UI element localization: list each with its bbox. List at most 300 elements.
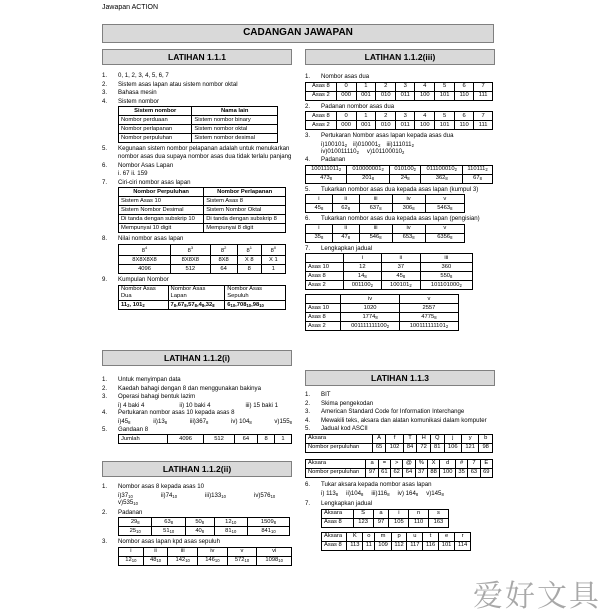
table-cell: $362_8$ (421, 174, 463, 183)
table-cell: 163 (428, 518, 448, 527)
table-cell: $6_{10},708_{10},98_{10}$ (225, 301, 286, 310)
list-item: 4. Pertukaran nombor asas 10 kepada asas 8 (102, 409, 235, 417)
table-cell: Asas 8 (306, 313, 341, 322)
table-cell: $24_8$ (389, 174, 420, 183)
item-text: Mewakili teks, aksara dan alatan komunikasi dalam komputer (321, 416, 487, 424)
table-cell: X 1 (261, 256, 285, 265)
table-cell: $45_8$ (306, 204, 333, 213)
table-cell: 111 (474, 91, 493, 100)
table-cell: Nombor Perlapanan (204, 188, 286, 197)
item-text: Sistem asas lapan atau sistem nombor oktal (118, 80, 238, 88)
table-cell: > (391, 460, 403, 469)
table-cell: @ (403, 460, 415, 469)
item-number: 5. (305, 425, 311, 433)
table-cell: 1 (275, 435, 292, 444)
binary-to-octal-table-group (305, 194, 465, 213)
table-cell: $841_{10}$ (247, 527, 289, 536)
table-row (119, 107, 278, 116)
answer-value: $ii)74_{10}$ (160, 491, 178, 499)
item-text: American Standard Code for Information Interchange (321, 408, 465, 416)
table-cell: 010 (376, 91, 396, 100)
table-cell: 98 (479, 444, 493, 453)
table-row (306, 313, 459, 322)
table-cell: 65 (372, 444, 386, 453)
table-cell: $8^2$ (210, 245, 237, 256)
item-number: 4. (102, 97, 108, 105)
table-row (119, 518, 290, 527)
table-cell: a (373, 509, 389, 518)
table-cell: 8 (258, 435, 275, 444)
answer-line (102, 418, 298, 426)
table-cell: iii (420, 254, 472, 263)
answer-value: $iii)111011_2$ (386, 140, 414, 148)
table-cell: $81_{10}$ (214, 527, 247, 536)
section-title-1-1-1: LATIHAN 1.1.1 (102, 49, 292, 65)
table-cell: Sistem Asas 10 (119, 197, 204, 206)
table-row (119, 125, 278, 134)
list-item (102, 81, 298, 89)
table-cell: 001 (356, 91, 376, 100)
table-cell: $14_8$ (343, 272, 381, 281)
table-cell: v (425, 195, 464, 204)
table-cell: Nombor perlapanan (119, 125, 192, 134)
table-cell: 97 (366, 469, 378, 478)
item-number: 3. (102, 89, 108, 97)
multiples-of-8-table (118, 434, 292, 444)
table-cell: # (455, 460, 467, 469)
table-row (306, 469, 493, 478)
octal-binary-table-2 (305, 111, 493, 130)
table-cell: r (455, 532, 471, 541)
table-row (306, 322, 459, 331)
table-row (306, 174, 493, 183)
table-cell: Nombor perpuluhan (306, 469, 366, 478)
table-row (119, 265, 286, 274)
octal-place-value-table (118, 244, 286, 274)
list-item: 3. Nombor asas lapan kpd asas sepuluh (102, 538, 220, 546)
table-cell: 37 (415, 469, 427, 478)
table-cell: 3 (396, 112, 415, 121)
table-cell: iii (359, 195, 392, 204)
table-cell: $45_8$ (381, 272, 420, 281)
table-cell: 0 (336, 112, 356, 121)
table-row (119, 197, 286, 206)
answer-value: $ii)010001_2$ (353, 140, 381, 148)
table-cell: 106 (444, 444, 461, 453)
table-cell: 64 (210, 265, 237, 274)
table-cell: i (343, 254, 381, 263)
table-cell: Nombor perpuluhan (306, 444, 373, 453)
table-row (306, 460, 493, 469)
table-cell: Sistem nombor binary (192, 116, 278, 125)
list-item: 7. Lengkapkan jadual (305, 500, 373, 508)
table-cell: d (440, 460, 456, 469)
answer-value: $iii)133_{10}$ (205, 491, 226, 499)
list-item (305, 425, 497, 433)
table-cell: j (444, 435, 461, 444)
table-row (306, 263, 473, 272)
table-cell: $1098_{10}$ (257, 557, 292, 566)
table-cell: p (391, 532, 407, 541)
table-cell: 11 (363, 541, 375, 550)
l113-list (305, 391, 497, 433)
table-cell: 110 (455, 121, 474, 130)
table-cell: iv (392, 195, 425, 204)
table-row (322, 541, 471, 550)
table-cell: 62 (391, 469, 403, 478)
table-cell: $001111111100_2$ (341, 322, 400, 331)
table-cell: Jumlah (119, 435, 168, 444)
table-cell: $201_8$ (347, 174, 390, 183)
answer-value: $v)101100010_2$ (366, 148, 405, 156)
table-cell: 3 (396, 82, 415, 91)
table-cell: $653_8$ (392, 233, 425, 242)
table-cell: 12 (343, 263, 381, 272)
table-cell: 1 (356, 82, 376, 91)
table-cell: 64 (403, 469, 415, 478)
table-cell: n (409, 509, 429, 518)
table-cell: i (119, 548, 144, 557)
table-row (306, 195, 465, 204)
matching-table (118, 517, 290, 536)
table-cell: 4 (415, 112, 435, 121)
table-cell: 64 (234, 435, 258, 444)
table-cell: $146_{10}$ (198, 557, 228, 566)
table-cell: Asas 2 (306, 121, 337, 130)
table-cell: iii (359, 224, 392, 233)
table-cell: $100101_2$ (381, 281, 420, 290)
item-text: Sistem nombor (118, 97, 159, 105)
list-item: 5. Kegunaan sistem nombor pelapanan adalah untuk menukarkan nombor asas dua supaya nombor asas dua tidak terlalu panjang (102, 145, 292, 161)
table-cell: 000 (336, 121, 356, 130)
table-cell: 1020 (341, 304, 400, 313)
table-cell: $1774_8$ (341, 313, 400, 322)
table-row (119, 435, 292, 444)
table-cell: Di tanda dengan subskrip 10 (119, 215, 204, 224)
table-cell: $5463_8$ (425, 204, 464, 213)
list-item: 5. Gandaan 8 (102, 425, 149, 433)
table-cell: T (403, 435, 417, 444)
number-system-table (118, 106, 278, 143)
table-cell: Sistem nombor oktal (192, 125, 278, 134)
list-item (102, 89, 298, 97)
table-cell: E (480, 460, 492, 469)
table-cell: 7 (474, 112, 493, 121)
table-cell: Nombor Asas Lapan (168, 285, 225, 300)
list-item: 4. Padanan (305, 156, 346, 164)
table-cell: iv (341, 295, 400, 304)
table-cell: $100111111101_2$ (399, 322, 458, 331)
table-cell: Asas 2 (306, 322, 341, 331)
table-cell: $35_8$ (306, 233, 333, 242)
answer-3i: i) 4 baki 4 (118, 401, 145, 409)
table-row (119, 215, 286, 224)
latihan-1-1-1 (102, 72, 298, 310)
complete-table-a (305, 253, 473, 290)
table-cell: 88 (427, 469, 439, 478)
table-cell: 114 (455, 541, 471, 550)
table-row (119, 527, 290, 536)
table-cell: X 8 (237, 256, 261, 265)
table-cell: 010 (376, 121, 396, 130)
table-cell: Nombor Asas Dua (119, 285, 169, 300)
table-cell: vi (257, 548, 292, 557)
latihan-1-1-2-ii (102, 483, 298, 566)
table-row (119, 134, 278, 143)
table-cell: Nombor Asas Sepuluh (225, 285, 286, 300)
table-cell: Di tanda dengan subskrip 8 (204, 215, 286, 224)
table-cell: 8X8X8 (171, 256, 211, 265)
l111-list (102, 72, 298, 105)
answer-3iii: iii) 15 baki 1 (245, 401, 278, 409)
table-cell: Aksara (306, 460, 366, 469)
answer-line (305, 490, 497, 498)
table-row (306, 304, 459, 313)
table-cell: 101 (435, 91, 455, 100)
answer-line: i. 67 ii. 159 (118, 170, 148, 178)
page-title: CADANGAN JAWAPAN (102, 24, 494, 43)
table-cell: Sistem Nombor Desimal (119, 206, 204, 215)
list-item (102, 385, 298, 393)
answer-value: $iv)010011110_2$ (321, 148, 359, 156)
table-cell: $50_8$ (185, 518, 214, 527)
item-number: 1. (102, 376, 108, 383)
table-cell: $48_{10}$ (143, 557, 168, 566)
table-cell: $63_8$ (152, 518, 185, 527)
list-item (305, 417, 497, 425)
item-text: Untuk menyimpan data (118, 376, 181, 383)
table-cell: 2557 (399, 304, 458, 313)
section-title-1-1-3: LATIHAN 1.1.3 (305, 370, 495, 386)
ascii-table-1 (305, 434, 493, 453)
answer-line (305, 148, 497, 156)
table-cell: 001 (356, 121, 376, 130)
table-cell: $40_8$ (185, 527, 214, 536)
table-row (119, 557, 292, 566)
table-cell: Asas 8 (322, 541, 347, 550)
item-number: 3. (102, 393, 108, 401)
table-cell: 81 (430, 444, 444, 453)
item-number: 1. (305, 391, 311, 398)
table-cell: 4 (415, 82, 435, 91)
table-cell: 61 (378, 469, 390, 478)
table-cell: 110 (409, 518, 429, 527)
table-cell: i (306, 195, 333, 204)
table-cell: $1509_8$ (247, 518, 289, 527)
list-item: 1. Nombor asas 8 kepada asas 10 (102, 483, 205, 490)
table-cell (306, 254, 344, 263)
list-item: 9. Kumpulan Nombor (102, 276, 169, 284)
section-title-1-1-2-iii: LATIHAN 1.1.2(iii) (305, 49, 495, 65)
answer-value: $i)100101_2$ (321, 140, 348, 148)
table-cell: 117 (407, 541, 423, 550)
table-cell: $637_8$ (359, 204, 392, 213)
item-number: 4. (305, 416, 311, 424)
table-row (119, 548, 292, 557)
table-cell: $550_8$ (420, 272, 472, 281)
table-cell (306, 295, 341, 304)
table-cell: 8X8X8X8 (119, 256, 171, 265)
table-cell: Asas 8 (306, 272, 344, 281)
item-text: Jadual kod ASCII (321, 425, 368, 433)
answer-value: i) $113_8$ (321, 489, 339, 497)
table-cell: b (479, 435, 493, 444)
matching-table-binary (305, 165, 493, 184)
answer-value: $v)535_{10}$ (118, 499, 138, 507)
table-row (119, 285, 286, 300)
answer-line (305, 141, 497, 149)
table-cell: Asas 8 (306, 112, 337, 121)
table-cell: Nombor perduaan (119, 116, 192, 125)
table-row (119, 256, 286, 265)
table-row (306, 204, 465, 213)
table-cell: Asas 10 (306, 304, 341, 313)
table-cell: v (399, 295, 458, 304)
list-item: 2. Padanan nombor asas dua (305, 102, 395, 110)
table-cell: Q (430, 435, 444, 444)
latihan-1-1-2-iii (305, 73, 497, 331)
answer-3ii: ii) 10 baki 4 (179, 401, 211, 409)
list-item: 2. Padanan (102, 508, 143, 516)
answer-line (102, 492, 298, 507)
octal-to-decimal-table (118, 547, 292, 566)
table-row (306, 91, 493, 100)
l112i-list (102, 376, 298, 401)
table-cell: 1 (261, 265, 285, 274)
item-number: 2. (305, 399, 311, 407)
table-cell: f (386, 435, 403, 444)
table-cell: iv (198, 548, 228, 557)
table-cell: 360 (420, 263, 472, 272)
table-cell: v (425, 224, 464, 233)
list-item (102, 376, 298, 384)
table-cell: 4096 (167, 435, 204, 444)
table-cell: 35 (455, 469, 467, 478)
table-cell: 0 (336, 82, 356, 91)
octal-binary-table-1 (305, 82, 493, 101)
table-cell: $100111011_2$ (306, 165, 347, 174)
table-cell: 8 (237, 265, 261, 274)
table-cell: $306_8$ (392, 204, 425, 213)
binary-to-octal-table-fill (305, 224, 465, 243)
table-cell: 63 (468, 469, 480, 478)
latihan-1-1-3 (305, 391, 497, 551)
answer-value: $ii)104_8$ (346, 489, 364, 497)
latihan-1-1-2-i (102, 376, 298, 444)
table-cell: t (423, 532, 439, 541)
list-item: 6. Nombor Asas Lapan (102, 161, 174, 169)
table-cell: ii (332, 195, 359, 204)
table-row (306, 233, 465, 242)
list-item (102, 98, 298, 106)
table-row (119, 301, 286, 310)
table-cell: 011 (396, 91, 415, 100)
answer-value: iv) $164_8$ (397, 489, 419, 497)
table-cell: Aksara (306, 435, 373, 444)
list-item (305, 408, 497, 416)
table-cell: $11_2$, $101_2$ (119, 301, 169, 310)
list-item: 3. Pertukaran Nombor asas lapan kepada asas dua (305, 132, 454, 140)
table-cell: 102 (386, 444, 403, 453)
table-cell: $110111_2$ (463, 165, 493, 174)
table-cell: 1 (356, 112, 376, 121)
answer-value: $iv)576_{10}$ (253, 491, 276, 499)
table-cell: S (353, 509, 373, 518)
table-cell: 7 (474, 82, 493, 91)
table-cell: $010100_2$ (389, 165, 420, 174)
table-cell: $473_8$ (306, 174, 347, 183)
table-cell: a (366, 460, 378, 469)
table-cell: Asas 2 (306, 91, 337, 100)
answer-value: $iii)367_8$ (189, 418, 209, 426)
table-row (322, 509, 449, 518)
table-cell: $001100_2$ (343, 281, 381, 290)
section-title-1-1-2-i: LATIHAN 1.1.2(i) (102, 350, 292, 366)
table-cell: Asas 10 (306, 263, 344, 272)
list-item: 7. Lengkapkan jadual (305, 244, 373, 252)
item-text: 0, 1, 2, 3, 4, 5, 6, 7 (118, 72, 169, 79)
table-cell: Sistem nombor desimal (192, 134, 278, 143)
table-cell: 2 (376, 82, 396, 91)
table-cell: v (227, 548, 257, 557)
complete-ascii-table-1 (321, 509, 449, 528)
table-cell: $25_{10}$ (119, 527, 152, 536)
table-cell: $572_{10}$ (227, 557, 257, 566)
list-item: 6. Tukarkan nombor asas dua kepada asas lapan (pengisian) (305, 215, 480, 223)
table-cell: 011 (396, 121, 415, 130)
table-cell: 37 (381, 263, 420, 272)
table-row (306, 435, 493, 444)
table-cell: 105 (389, 518, 409, 527)
table-row (119, 188, 286, 197)
table-cell: $62_8$ (332, 204, 359, 213)
table-cell: $010000001_2$ (347, 165, 390, 174)
list-item (102, 72, 298, 80)
table-cell: Sistem Nombor Oktal (204, 206, 286, 215)
table-cell: 123 (353, 518, 373, 527)
table-cell: K (347, 532, 363, 541)
table-cell: Nombor perpuluhan (119, 134, 192, 143)
table-row (119, 206, 286, 215)
table-row (306, 295, 459, 304)
table-cell: 109 (375, 541, 391, 550)
table-cell: Asas 8 (322, 518, 354, 527)
table-cell: iii (168, 548, 198, 557)
table-cell: 111 (474, 121, 493, 130)
table-cell: Mempunyai 10 digit (119, 224, 204, 233)
table-cell: $4775_8$ (399, 313, 458, 322)
answer-value: $iii)116_8$ (371, 489, 390, 497)
table-cell: 2 (376, 112, 396, 121)
table-cell: i (389, 509, 409, 518)
table-cell: $47_8$ (332, 233, 359, 242)
item-text: Kaedah bahagi dengan 8 dan menggunakan bakinya (118, 384, 261, 392)
table-cell: $546_8$ (359, 233, 392, 242)
table-cell: y (461, 435, 478, 444)
table-cell: % (415, 460, 427, 469)
table-cell: 69 (480, 469, 492, 478)
octal-characteristics-table (118, 187, 286, 233)
table-cell: Nama lain (192, 107, 278, 116)
table-cell: 6 (455, 112, 474, 121)
table-cell: H (417, 435, 431, 444)
table-row (119, 224, 286, 233)
item-number: 2. (102, 80, 108, 88)
table-cell: $6356_8$ (425, 233, 464, 242)
table-cell: 72 (417, 444, 431, 453)
table-cell: $101101000_2$ (420, 281, 472, 290)
table-cell: 4096 (119, 265, 171, 274)
